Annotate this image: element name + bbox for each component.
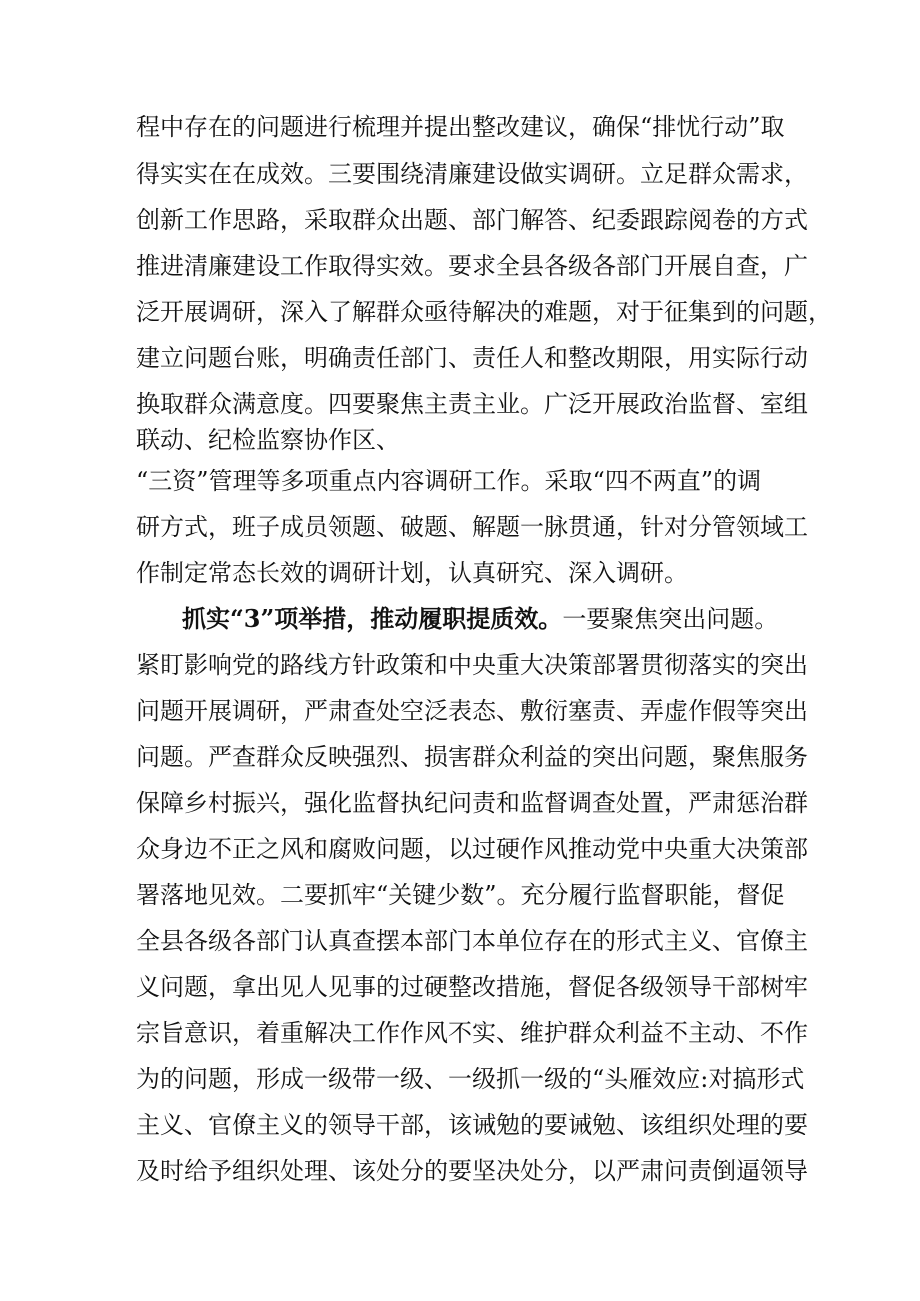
text-line: 紧盯影响党的路线方针政策和中央重大决策部署贯彻落实的突出: [136, 651, 808, 679]
text-line: 程中存在的问题进行梳理并提出整改建议，确保“排忧行动”取: [136, 113, 785, 141]
text-line: 义问题，拿出见人见事的过硬整改措施，督促各级领导干部树牢: [136, 973, 808, 1001]
text-line: 主义、官僚主义的领导干部，该诫勉的要诫勉、该组织处理的要: [136, 1111, 808, 1139]
text-line: 保障乡村振兴，强化监督执纪问责和监督调查处置，严肃惩治群: [136, 789, 808, 817]
text-line: 联动、纪检监察协作区、: [136, 426, 400, 454]
text-line: 众身边不正之风和腐败问题，以过硬作风推动党中央重大决策部: [136, 835, 808, 863]
text-line: 署落地见效。二要抓牢“关键少数”。充分履行监督职能，督促: [136, 881, 785, 909]
text-line: “三资”管理等多项重点内容调研工作。采取“四不两直”的调: [136, 467, 762, 495]
text-line: 研方式，班子成员领题、破题、解题一脉贯通，针对分管领域工: [136, 513, 808, 541]
text-line: 作制定常态长效的调研计划，认真研究、深入调研。: [136, 559, 688, 587]
paragraph-first-line: [182, 599, 778, 639]
text-line: 全县各级各部门认真查摆本部门本单位存在的形式主义、官僚主: [136, 927, 808, 955]
text-line: 换取群众满意度。四要聚焦主责主业。广泛开展政治监督、室组: [136, 390, 808, 418]
text-line: 问题。严查群众反映强烈、损害群众利益的突出问题，聚焦服务: [136, 743, 808, 771]
text-line: 为的问题，形成一级带一级、一级抓一级的“头雁效应:对搞形式: [136, 1065, 805, 1093]
text-line: 创新工作思路，采取群众出题、部门解答、纪委跟踪阅卷的方式: [136, 206, 808, 234]
text-line: 及时给予组织处理、该处分的要坚决处分，以严肃问责倒逼领导: [136, 1157, 808, 1185]
text-line: 得实实在在成效。三要围绕清廉建设做实调研。立足群众需求，: [136, 160, 808, 188]
paragraph-heading: 抓实“3”项举措，推动履职提质效。: [182, 604, 563, 633]
text-line: 建立问题台账，明确责任部门、责任人和整改期限，用实际行动: [136, 344, 808, 372]
text-line: 宗旨意识，着重解决工作作风不实、维护群众利益不主动、不作: [136, 1019, 808, 1047]
text-line: 推进清廉建设工作取得实效。要求全县各级各部门开展自查，广: [136, 252, 808, 280]
paragraph-first-line-rest: 一要聚焦突出问题。: [562, 605, 779, 633]
text-line: 泛开展调研，深入了解群众亟待解决的难题，对于征集到的问题，: [136, 298, 832, 326]
text-line: 问题开展调研，严肃查处空泛表态、敷衍塞责、弄虚作假等突出: [136, 697, 808, 725]
